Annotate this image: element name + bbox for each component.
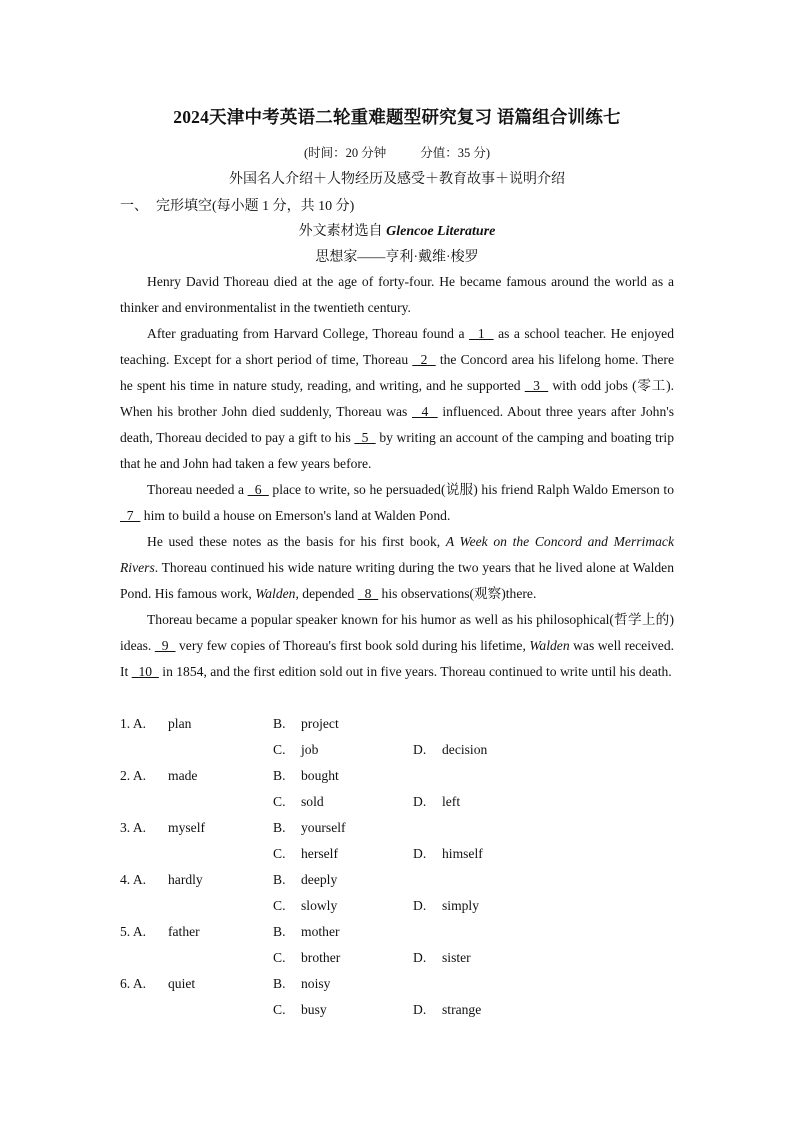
question-number: 1. A. [120,716,147,731]
work-title: Walden, [255,586,299,601]
letter-c: C. [273,950,286,965]
topics-line: 外国名人介绍＋人物经历及感受＋教育故事＋说明介绍 [229,172,565,187]
text-run: him to build a house on Emerson's land at Walden Pond. [140,508,451,523]
blank-1: 1 [468,326,494,341]
text-run: with odd jobs (零工). When his brother John died suddenly, Thoreau was [120,378,675,419]
blank-4: 4 [412,404,438,419]
option-a: quiet [168,976,196,991]
source-prefix: 外文素材选自 [298,224,383,239]
paragraph-3 [120,477,674,529]
question-4 [120,867,680,919]
blank-6: 6 [247,482,269,497]
blank-10: 10 [131,664,159,679]
letter-c: C. [273,794,286,809]
text-run: as a school teacher. He enjoyed teaching. Except for a short period of time, Thoreau [120,326,674,367]
score-total: 分值：35 分) [420,146,491,160]
letter-d: D. [413,742,427,757]
text-run: After graduating from Harvard College, Thoreau found a [147,326,469,341]
blank-2: 2 [412,352,436,367]
option-c: sold [301,794,324,809]
letter-b: B. [273,924,286,939]
option-b: mother [301,924,340,939]
blank-5: 5 [354,430,376,445]
option-a: made [168,768,198,783]
question-number: 5. A. [120,924,147,939]
section-number: 一、 [120,199,148,214]
source-book: Glencoe Literature [386,224,496,239]
letter-c: C. [273,1002,286,1017]
blank-9: 9 [154,638,176,653]
book-title: A Week on the Concord and Merrimack Rivers [120,534,675,575]
letter-c: C. [273,898,286,913]
blank-7: 7 [120,508,141,523]
option-c: brother [301,950,341,965]
page-title: 2024天津中考英语二轮重难题型研究复习 语篇组合训练七 [173,107,621,127]
question-3 [120,815,680,867]
question-5 [120,919,680,971]
passage-subtitle: 思想家——亨利·戴维·梭罗 [315,250,479,265]
option-b: project [301,716,339,731]
option-c: job [301,742,319,757]
paragraph-4 [120,529,674,607]
time-limit: (时间：20 分钟 [303,146,387,160]
question-number: 3. A. [120,820,147,835]
option-d: decision [442,742,488,757]
option-a: hardly [168,872,203,887]
question-number: 2. A. [120,768,147,783]
option-a: plan [168,716,192,731]
letter-c: C. [273,846,286,861]
letter-d: D. [413,950,427,965]
letter-b: B. [273,768,286,783]
option-b: deeply [301,872,338,887]
option-c: busy [301,1002,327,1017]
text-run: the Concord area his lifelong home. There he spent his time in nature study, reading, and writing, and he supported [120,352,674,393]
paragraph-1: Henry David Thoreau died at the age of forty-four. He became famous around the world as a thinker and environmentalist in the twentieth century. [120,274,674,315]
question-number: 6. A. [120,976,147,991]
letter-b: B. [273,872,286,887]
answer-options [120,711,680,1023]
option-c: slowly [301,898,338,913]
text-run: by writing an account of the camping and boating trip that he and John had taken a few years before. [120,430,674,471]
section-heading [120,195,354,215]
question-2 [120,763,680,815]
passage [120,269,674,685]
work-title: Walden [529,638,570,653]
letter-b: B. [273,976,286,991]
option-d: strange [442,1002,482,1017]
option-d: sister [442,950,471,965]
option-d: left [442,794,461,809]
paragraph-5 [120,607,674,685]
text-run: influenced. About three years after John's death, Thoreau decided to pay a gift to his [120,404,675,445]
option-d: simply [442,898,480,913]
letter-c: C. [273,742,286,757]
text-run: He used these notes as the basis for his first book, [147,534,446,549]
option-a: myself [168,820,205,835]
text-run: in 1854, and the first edition sold out in five years. Thoreau continued to write until his death. [158,664,672,679]
option-b: bought [301,768,339,783]
question-1 [120,711,680,763]
blank-8: 8 [357,586,379,601]
paragraph-2 [120,321,674,477]
option-d: himself [442,846,483,861]
source-line [0,220,794,240]
blank-3: 3 [524,378,549,393]
question-number: 4. A. [120,872,147,887]
option-a: father [168,924,200,939]
text-run: his observations(观察)there. [378,586,537,601]
option-b: noisy [301,976,331,991]
letter-b: B. [273,820,286,835]
question-6 [120,971,680,1023]
section-label: 完形填空(每小题 1 分，共 10 分) [156,199,355,214]
text-run: was well received. It [120,638,675,679]
letter-d: D. [413,898,427,913]
letter-d: D. [413,846,427,861]
letter-b: B. [273,716,286,731]
letter-d: D. [413,1002,427,1017]
text-run: very few copies of Thoreau's first book sold during his lifetime, [175,638,530,653]
text-run: Thoreau needed a [147,482,248,497]
text-run: place to write, so he persuaded(说服) his friend Ralph Waldo Emerson to [268,482,674,497]
text-run: . Thoreau continued his wide nature writing during the two years that he lived alone at Walden Pond. His famous work, [120,560,674,601]
text-run: Thoreau became a popular speaker known for his humor as well as his philosophical(哲学上的) ideas. [120,612,674,653]
text-run: depended [298,586,358,601]
option-b: yourself [301,820,346,835]
letter-d: D. [413,794,427,809]
option-c: herself [301,846,338,861]
time-score-info [0,143,794,161]
